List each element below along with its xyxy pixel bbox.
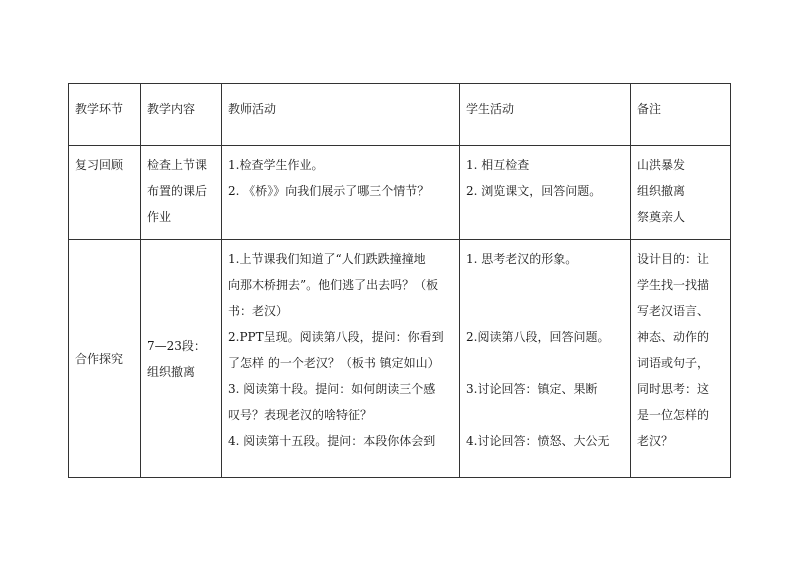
header-cell	[460, 84, 631, 146]
content-line: 作业	[147, 210, 172, 224]
notes-line: 老汉？	[637, 434, 674, 448]
teacher-line: 2.PPT呈现。阅读第八段，提问：你看到	[228, 330, 444, 344]
stage-cell	[69, 146, 141, 240]
teacher-line: 叹号？表现老汉的啥特征？	[228, 408, 373, 422]
notes-line: 同时思考：这	[637, 382, 710, 396]
table-row	[69, 146, 731, 240]
lesson-plan-table	[68, 83, 731, 478]
notes-line: 写老汉语言、	[637, 304, 710, 318]
header-cell	[141, 84, 222, 146]
teacher-activity-cell	[222, 240, 460, 478]
student-line: 4.讨论回答：愤怒、大公无	[466, 434, 610, 448]
notes-cell	[631, 240, 731, 478]
table-row	[69, 240, 731, 478]
teacher-line: 向那木桥拥去”。他们逃了出去吗？（板	[228, 278, 439, 292]
notes-line: 祭奠亲人	[637, 210, 686, 224]
content-line: 组织撤离	[147, 364, 196, 379]
header-cell	[631, 84, 731, 146]
teacher-activity-cell	[222, 146, 460, 240]
notes-line: 是一位怎样的	[637, 408, 710, 422]
content-cell	[141, 146, 222, 240]
header-content: 教学内容	[147, 102, 196, 116]
notes-cell	[631, 146, 731, 240]
blank-line	[466, 272, 624, 298]
header-cell	[69, 84, 141, 146]
teacher-line: 2. 《桥》》向我们展示了哪三个情节？	[228, 184, 430, 198]
blank-line	[466, 402, 624, 428]
student-activity-cell	[460, 146, 631, 240]
blank-line	[466, 350, 624, 376]
teacher-line: 书：老汉）	[228, 304, 289, 318]
content-line: 检查上节课	[147, 158, 208, 172]
student-line: 1. 相互检查	[466, 158, 530, 172]
header-student-activity: 学生活动	[466, 102, 515, 116]
stage-label: 合作探究	[75, 351, 124, 366]
teacher-line: 4. 阅读第十五段。提问：本段你体会到	[228, 434, 436, 448]
student-line: 1. 思考老汉的形象。	[466, 252, 578, 266]
teacher-line: 1.上节课我们知道了“人们跌跌撞撞地	[228, 252, 426, 266]
stage-cell	[69, 240, 141, 478]
notes-line: 学生找一找描	[637, 278, 710, 292]
blank-line	[466, 298, 624, 324]
notes-line: 组织撤离	[637, 184, 686, 198]
content-cell	[141, 240, 222, 478]
student-line: 3.讨论回答：镇定、果断	[466, 382, 598, 396]
student-line: 2. 浏览课文，回答问题。	[466, 184, 602, 198]
header-teacher-activity: 教师活动	[228, 102, 277, 116]
header-cell	[222, 84, 460, 146]
content-line: 7—23段：	[147, 338, 206, 353]
header-stage: 教学环节	[75, 102, 124, 116]
teacher-line: 了怎样 的一个老汉？（板书 镇定如山）	[228, 356, 440, 370]
header-notes: 备注	[637, 102, 662, 116]
notes-line: 词语或句子，	[637, 356, 710, 370]
notes-line: 设计目的：让	[637, 252, 710, 266]
student-activity-cell	[460, 240, 631, 478]
notes-line: 山洪暴发	[637, 158, 686, 172]
teacher-line: 3. 阅读第十段。提问：如何朗读三个感	[228, 382, 436, 396]
notes-line: 神态、动作的	[637, 330, 710, 344]
student-line: 2.阅读第八段，回答问题。	[466, 330, 610, 344]
header-row	[69, 84, 731, 146]
content-line: 布置的课后	[147, 184, 208, 198]
teacher-line: 1.检查学生作业。	[228, 158, 324, 172]
stage-label: 复习回顾	[75, 158, 124, 172]
